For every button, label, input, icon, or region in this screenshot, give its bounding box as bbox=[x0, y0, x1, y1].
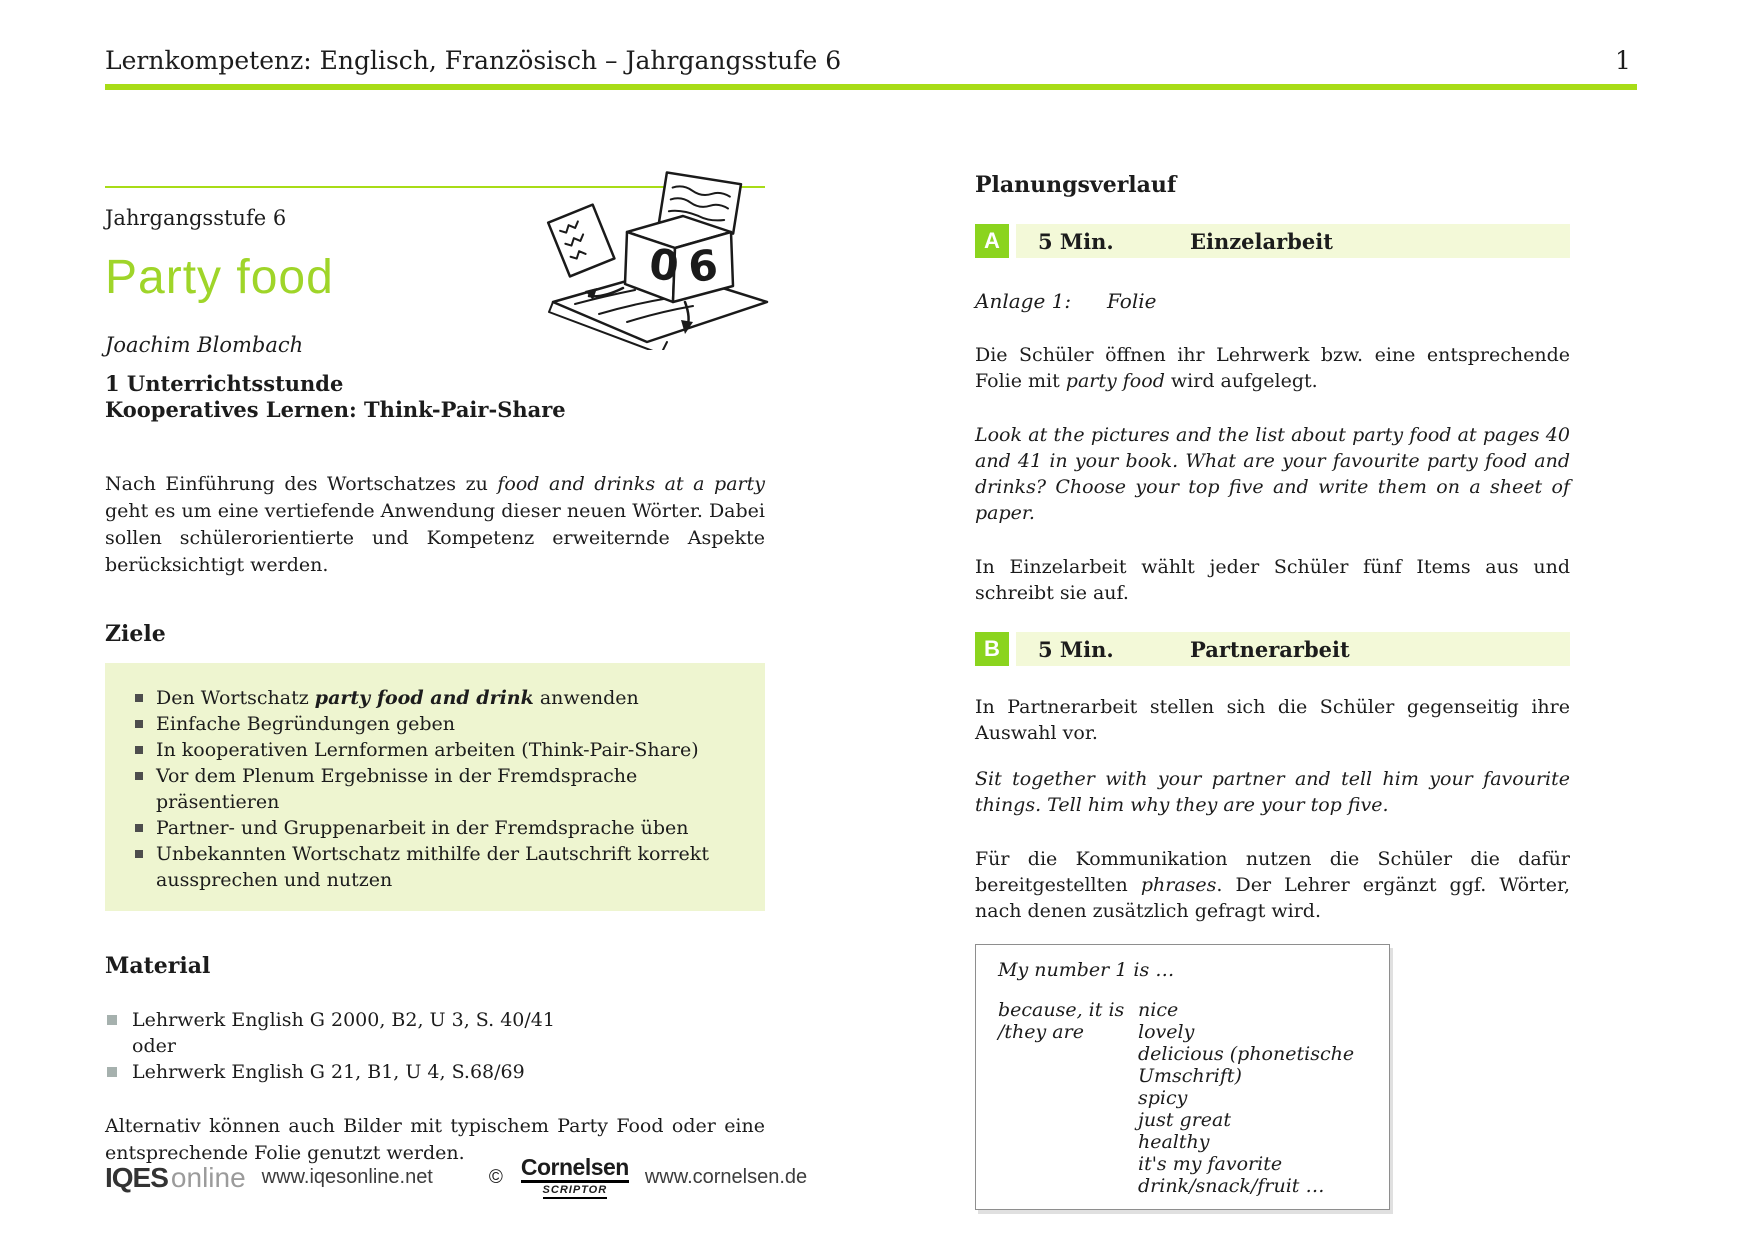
goal-item bbox=[135, 685, 739, 711]
paragraph: Die Schüler öffnen ihr Lehrwerk bzw. eine entsprechende Folie mit party food wird aufgelegt. bbox=[975, 344, 1570, 392]
goal-text: Den Wortschatz party food and drink anwenden bbox=[156, 687, 639, 709]
goal-item bbox=[135, 815, 739, 841]
page-header-title: Lernkompetenz: Englisch, Französisch – Jahrgangsstufe 6 bbox=[105, 46, 842, 75]
paragraph: In Einzelarbeit wählt jeder Schüler fünf Items aus und schreibt sie auf. bbox=[975, 556, 1570, 604]
attachment-label: Anlage 1: bbox=[975, 289, 1072, 313]
alternative-paragraph: Alternativ können auch Bilder mit typischem Party Food oder eine entsprechende Folie genutzt werden. bbox=[105, 1115, 765, 1164]
goals-box bbox=[105, 663, 765, 911]
goal-text: Einfache Begründungen geben bbox=[156, 713, 455, 735]
material-text: Lehrwerk English G 21, B1, U 4, S.68/69 bbox=[132, 1061, 525, 1083]
step-letter-badge: B bbox=[975, 632, 1009, 666]
goal-item bbox=[135, 763, 739, 815]
goals-heading: Ziele bbox=[105, 621, 166, 647]
phrases-box bbox=[975, 944, 1390, 1210]
goal-text: Vor dem Plenum Ergebnisse in der Fremdsprache präsentieren bbox=[156, 765, 638, 813]
material-item bbox=[105, 1059, 765, 1085]
step-mode: Partnerarbeit bbox=[1190, 636, 1350, 662]
material-item bbox=[105, 1007, 765, 1059]
cornelsen-logo bbox=[521, 1156, 629, 1199]
goal-text: Unbekannten Wortschatz mithilfe der Lautschrift korrekt aussprechen und nutzen bbox=[156, 843, 709, 891]
intro-paragraph bbox=[105, 471, 765, 579]
svg-text:0: 0 bbox=[646, 239, 682, 292]
header-rule bbox=[105, 84, 1637, 90]
lesson-duration: 1 Unterrichtsstunde bbox=[105, 371, 344, 396]
lesson-method: Kooperatives Lernen: Think-Pair-Share bbox=[105, 397, 566, 422]
iqes-url: www.iqesonline.net bbox=[261, 1166, 433, 1189]
step-bar bbox=[1016, 224, 1570, 258]
right-column bbox=[975, 172, 1570, 1210]
intro-text: Nach Einführung des Wortschatzes zu bbox=[105, 473, 498, 495]
planning-heading: Planungsverlauf bbox=[975, 172, 1177, 198]
goal-text: Partner- und Gruppenarbeit in der Fremdsprache üben bbox=[156, 817, 689, 839]
step-row-b bbox=[975, 632, 1570, 666]
bullet-square-icon bbox=[135, 720, 143, 728]
intro-italic-phrase: food and drinks at a party bbox=[497, 473, 765, 495]
iqes-logo: IQES bbox=[105, 1161, 168, 1193]
bullet-square-icon bbox=[135, 772, 143, 780]
phrase-line: My number 1 is … bbox=[998, 959, 1175, 981]
goal-item bbox=[135, 711, 739, 737]
step-row-a bbox=[975, 224, 1570, 258]
step-letter-badge: A bbox=[975, 224, 1009, 258]
cornelsen-url: www.cornelsen.de bbox=[644, 1166, 808, 1189]
goal-text: In kooperativen Lernformen arbeiten (Think-Pair-Share) bbox=[156, 739, 699, 761]
bullet-square-icon bbox=[107, 1067, 117, 1077]
bullet-square-icon bbox=[135, 694, 143, 702]
bullet-square-icon bbox=[107, 1015, 117, 1025]
bullet-square-icon bbox=[135, 824, 143, 832]
cornelsen-logo-scriptor: SCRIPTOR bbox=[543, 1184, 608, 1199]
cornelsen-logo-name: Cornelsen bbox=[521, 1156, 629, 1183]
phrase-options: nice lovely delicious (phonetische Umschrift) spicy just great healthy it's my favorite drink/snack/fruit … bbox=[1138, 999, 1355, 1197]
goal-item bbox=[135, 841, 739, 893]
step-mode: Einzelarbeit bbox=[1190, 228, 1333, 254]
page-footer bbox=[105, 1156, 807, 1199]
material-alt-word: oder bbox=[132, 1035, 176, 1057]
copyright-symbol: © bbox=[488, 1166, 503, 1188]
page-number: 1 bbox=[1615, 46, 1631, 75]
left-column bbox=[105, 186, 765, 1167]
author-name: Joachim Blombach bbox=[105, 333, 304, 357]
grade-level-label: Jahrgangsstufe 6 bbox=[105, 206, 287, 230]
material-text: Lehrwerk English G 2000, B2, U 3, S. 40/41 oder bbox=[132, 1009, 555, 1057]
goal-item bbox=[135, 737, 739, 763]
iqes-logo-online: online bbox=[170, 1161, 246, 1193]
bullet-square-icon bbox=[135, 746, 143, 754]
attachment-value: Folie bbox=[1107, 289, 1157, 313]
svg-text:6: 6 bbox=[685, 240, 721, 292]
phrase-reasons bbox=[998, 999, 1369, 1197]
step-duration: 5 Min. bbox=[1038, 228, 1114, 254]
bullet-square-icon bbox=[135, 850, 143, 858]
task-instruction-english: Sit together with your partner and tell him your favourite things. Tell him why they are your top five. bbox=[975, 768, 1570, 816]
attachment-row bbox=[975, 288, 1570, 314]
task-instruction-english: Look at the pictures and the list about party food at pages 40 and 41 in your book. What are your favourite party food and drinks? Choose your top five and write them on a sheet of paper. bbox=[975, 424, 1570, 524]
paragraph: Für die Kommunikation nutzen die Schüler die dafür bereitgestellten phrases. Der Lehrer ergänzt ggf. Wörter, nach denen zusätzlich gefragt wird. bbox=[975, 848, 1570, 922]
paragraph: In Partnerarbeit stellen sich die Schüler gegenseitig ihre Auswahl vor. bbox=[975, 696, 1570, 744]
material-heading: Material bbox=[105, 953, 211, 979]
dice-date-sketch-illustration bbox=[535, 170, 785, 350]
step-duration: 5 Min. bbox=[1038, 636, 1114, 662]
material-list bbox=[105, 1007, 765, 1085]
lesson-title: Party food bbox=[105, 251, 334, 304]
step-bar bbox=[1016, 632, 1570, 666]
phrase-lead: because, it is /they are bbox=[998, 999, 1125, 1043]
intro-text-cont: geht es um eine vertiefende Anwendung dieser neuen Wörter. Dabei sollen schülerorientierte und Kompetenz erweiternde Aspekte berücksichtigt werden. bbox=[105, 500, 765, 576]
